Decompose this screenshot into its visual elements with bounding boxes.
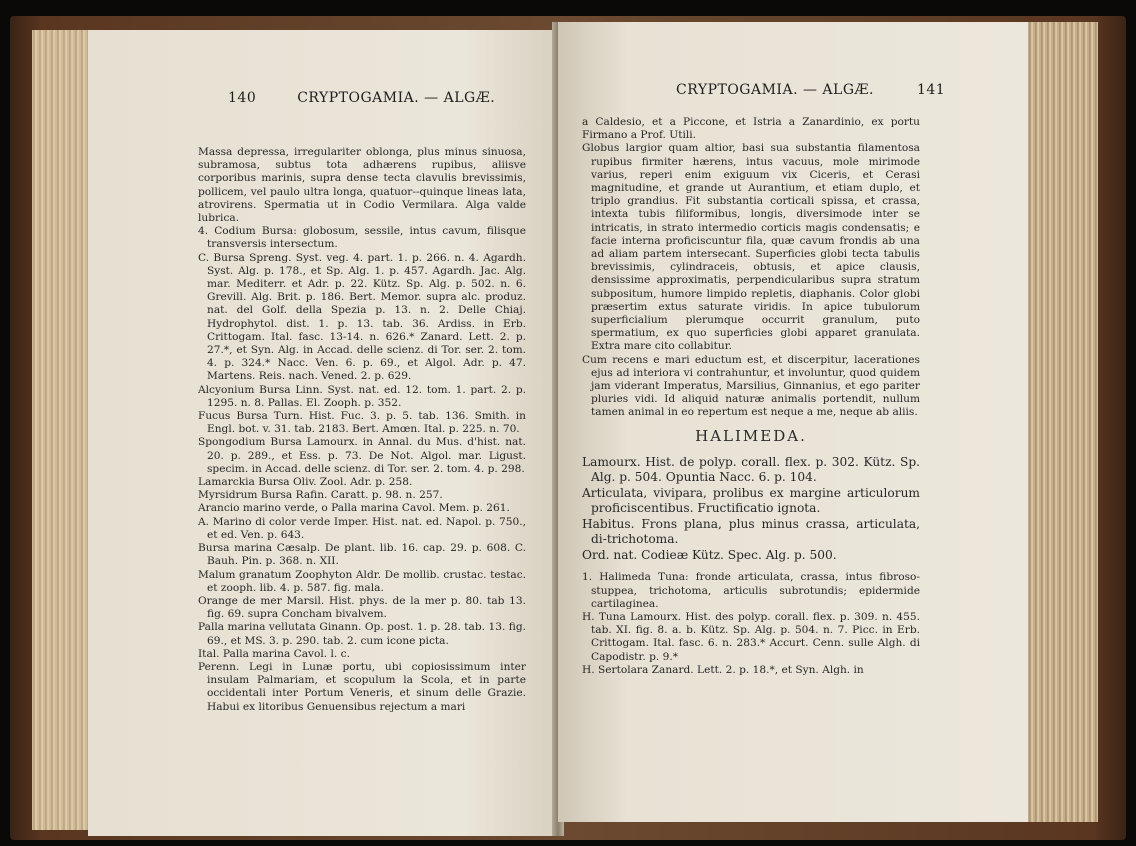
right-page — [558, 22, 1028, 822]
right-paragraph: Lamourx. Hist. de polyp. corall. flex. p. 302. Kütz. Sp. Alg. p. 504. Opuntia Nacc. 6. p. 104. — [582, 454, 920, 485]
left-page-edges — [32, 30, 90, 830]
left-paragraph: Lamarckia Bursa Oliv. Zool. Adr. p. 258. — [198, 476, 413, 489]
right-page-edges — [1022, 22, 1098, 822]
right-body-text — [582, 116, 920, 677]
left-paragraph: Spongodium Bursa Lamourx. in Annal. du Mus. d'hist. nat. 20. p. 289., et Ess. p. 73. De Not. Algol. mar. Ligust. specim. in Accad. delle scienz. di Tor. ser. 2. tom. 4. p. 298. — [198, 436, 526, 475]
left-paragraph: A. Marino di color verde Imper. Hist. nat. ed. Napol. p. 750., et ed. Ven. p. 643. — [198, 515, 526, 541]
left-paragraph: Massa depressa, irregulariter oblonga, plus minus sinuosa, subramosa, subtus tota adhærens rupibus, aliisve corporibus marinis, supra dense tecta clavulis brevissimis, pollicem, vel paulo ultra longa, quatuor--quinque lineas lata, atrovirens. Spermatia ut in Codio Vermilara. Alga valde lubrica. — [198, 146, 526, 225]
right-paragraph: Cum recens e mari eductum est, et discerpitur, lacerationes ejus ad interiora vi contrahuntur, et involuntur, quod quidem jam viderant Imperatus, Marsilius, Ginnanius, et ego pariter pluries vidi. Id aliquid naturæ animalis portendit, nullum tamen animal in eo repertum est neque a me, neque ab aliis. — [582, 353, 920, 419]
left-paragraph: Bursa marina Cæsalp. De plant. lib. 16. cap. 29. p. 608. C. Bauh. Pin. p. 368. n. XII. — [198, 542, 526, 568]
right-paragraph: Habitus. Frons plana, plus minus crassa, articulata, di-trichotoma. — [582, 516, 920, 547]
right-paragraph: H. Sertolara Zanard. Lett. 2. p. 18.*, et Syn. Algh. in — [582, 663, 864, 676]
right-paragraph: 1. Halimeda Tuna: fronde articulata, crassa, intus fibroso-stuppea, trichotoma, articulis subrotundis; epidermide cartilaginea. — [582, 571, 920, 610]
left-running-head: CRYPTOGAMIA. — ALGÆ. — [297, 90, 496, 106]
left-paragraph: Ital. Palla marina Cavol. l. c. — [198, 647, 350, 660]
right-running-head: CRYPTOGAMIA. — ALGÆ. — [676, 82, 874, 98]
left-body-text — [198, 146, 526, 714]
left-page — [88, 30, 558, 836]
left-paragraph: Perenn. Legi in Lunæ portu, ubi copiosissimum inter insulam Palmariam, et scopulum la Scola, et in parte occidentali inter Portum Veneris, et sinum delle Grazie. Habui ex litoribus Genuensibus rejectum a mari — [198, 660, 526, 713]
left-paragraph: Fucus Bursa Turn. Hist. Fuc. 3. p. 5. tab. 136. Smith. in Engl. bot. v. 31. tab. 2183. Bert. Amœn. Ital. p. 225. n. 70. — [198, 410, 526, 436]
section-title: HALIMEDA. — [695, 426, 807, 445]
left-paragraph: C. Bursa Spreng. Syst. veg. 4. part. 1. p. 266. n. 4. Agardh. Syst. Alg. p. 178., et Sp. Alg. 1. p. 457. Agardh. Jac. Alg. mar. Mediterr. et Adr. p. 22. Kütz. Sp. Alg. p. 502. n. 6. Grevill. Alg. Brit. p. 186. Bert. Memor. supra alc. produz. nat. del Golf. della Spezia p. 13. n. 2. Delle Chiaj. Hydrophytol. dist. 1. p. 13. tab. 36. Ardiss. in Erb. Crittogam. Ital. fasc. 13-14. n. 626.* Zanard. Lett. 2. p. 27.*, et Syn. Alg. in Accad. delle scienz. di Tor. ser. 2. tom. 4. p. 324.* Nacc. Ven. 6. p. 69., et Algol. Adr. p. 47. Martens. Reis. nach. Vened. 2. p. 629. — [198, 251, 526, 383]
left-paragraph: Orange de mer Marsil. Hist. phys. de la mer p. 80. tab 13. fig. 69. supra Concham bivalvem. — [198, 594, 526, 621]
left-header — [228, 90, 495, 106]
right-header — [676, 82, 945, 98]
left-paragraph: Myrsidrum Bursa Rafin. Caratt. p. 98. n. 257. — [198, 489, 443, 502]
left-paragraph: Palla marina vellutata Ginann. Op. post. 1. p. 28. tab. 13. fig. 69., et MS. 3. p. 290. tab. 2. cum icone picta. — [198, 621, 526, 647]
right-paragraph: Ord. nat. Codieæ Kütz. Spec. Alg. p. 500. — [582, 547, 837, 562]
right-paragraph: Globus largior quam altior, basi sua substantia filamentosa rupibus firmiter hærens, intus vacuus, mole mirimode varius, reperi enim exiguum vix Ciceris, et Cerasi magnitudine, et grande ut Aurantium, et etiam duplo, et triplo grandius. Fit substantia corticali spissa, et crassa, intexta tubis filiformibus, longis, diversimode inter se intricatis, in strato intermedio corticis magis condensatis; e facie interna proficiscuntur fila, quæ cavum frondis ab una ad aliam partem intersecant. Superficies globi tecta tabulis brevissimis, cylindraceis, obtusis, et apice clausis, densissime approximatis, perpendicularibus supra stratum subpositum, humore limpido repletis, diaphanis. Color globi præsertim extus saturate viridis. In apice tubulorum superficialium plerumque occurrit granulum, puto spermatium, ex quo superficies globi apparet granulata. Extra mare cito collabitur. — [582, 142, 920, 353]
left-paragraph: Malum granatum Zoophyton Aldr. De mollib. crustac. testac. et zooph. lib. 4. p. 587. fig. mala. — [198, 568, 526, 594]
right-paragraph: H. Tuna Lamourx. Hist. des polyp. corall. flex. p. 309. n. 455. tab. XI. fig. 8. a. b. Kütz. Sp. Alg. p. 504. n. 7. Picc. in Erb. Crittogam. Ital. fasc. 6. n. 283.* Accurt. Cenn. sulle Algh. di Capodistr. p. 9.* — [582, 610, 920, 663]
genus-description — [582, 455, 920, 564]
right-paragraph: Articulata, vivipara, prolibus ex margine articulorum proficiscentibus. Fructificatio ignota. — [582, 485, 920, 516]
left-paragraph: 4. Codium Bursa: globosum, sessile, intus cavum, filisque transversis intersectum. — [198, 225, 526, 251]
right-paragraph: a Caldesio, et a Piccone, et Istria a Zanardinio, ex portu Firmano a Prof. Utili. — [582, 116, 920, 142]
left-page-number: 140 — [228, 90, 257, 106]
left-paragraph: Arancio marino verde, o Palla marina Cavol. Mem. p. 261. — [198, 502, 510, 515]
left-paragraph: Alcyonium Bursa Linn. Syst. nat. ed. 12. tom. 1. part. 2. p. 1295. n. 8. Pallas. El. Zooph. p. 352. — [198, 383, 526, 409]
right-page-number: 141 — [916, 82, 946, 98]
